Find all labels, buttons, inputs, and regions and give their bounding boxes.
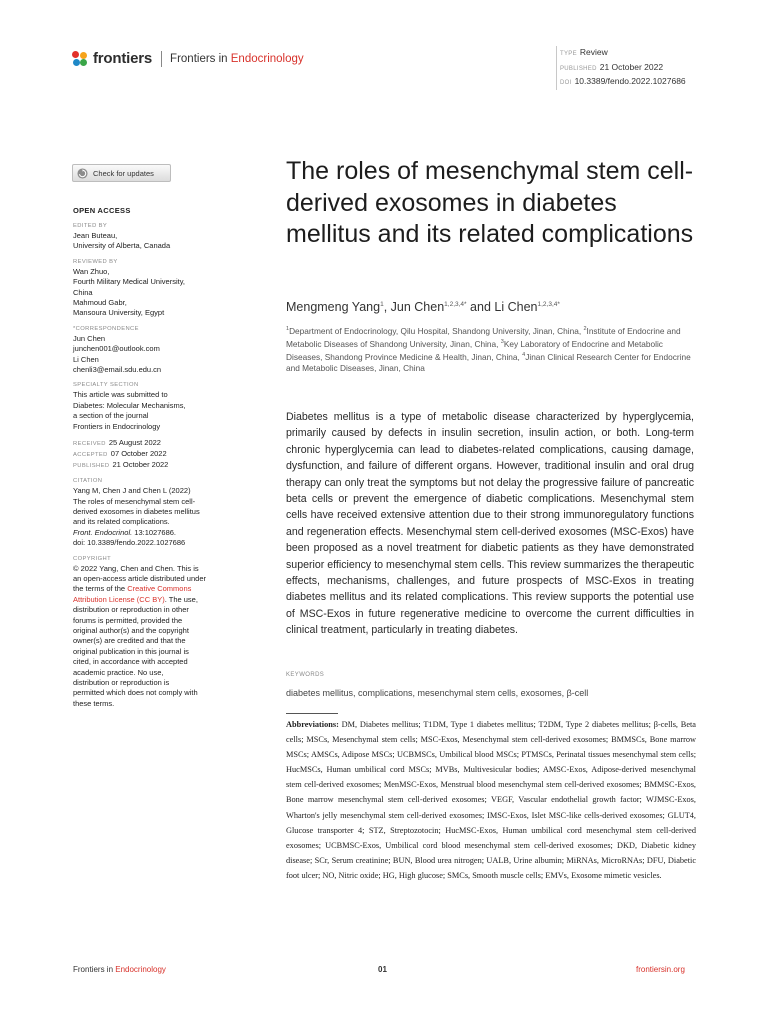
section-label: COPYRIGHT [73, 555, 112, 562]
reviewer-line: Mansoura University, Egypt [73, 308, 165, 318]
meta-type [560, 46, 686, 61]
meta-value: Review [579, 47, 608, 57]
date-label: PUBLISHED [73, 463, 110, 470]
citation-volume: 13:1027686. [132, 527, 176, 537]
date-value: 21 October 2022 [112, 460, 169, 470]
affiliation-text: Institute of Endocrine and Metabolic Diseases of Shandong University, Jinan, China, [286, 325, 681, 349]
editor-line: Jean Buteau, [73, 231, 118, 240]
author-affiliation-sup: 1,2,3,4* [444, 300, 467, 308]
copyright-line: these terms. [73, 698, 115, 708]
correspondent-name: Jun Chen [73, 333, 106, 343]
reviewer-line: China [73, 287, 93, 297]
license-link[interactable]: Attribution License (CC BY) [73, 594, 165, 604]
check-updates-icon [77, 168, 88, 179]
affiliation-number: 1 [286, 326, 290, 332]
footer-journal[interactable] [73, 965, 166, 974]
footer-journal-field: Endocrinology [115, 965, 166, 974]
copyright-text: the terms of the [73, 584, 128, 594]
correspondent-email[interactable]: chenli3@email.sdu.edu.cn [73, 365, 162, 375]
meta-value: 21 October 2022 [599, 61, 664, 72]
specialty-line: Diabetes: Molecular Mechanisms, [73, 400, 186, 410]
abstract: Diabetes mellitus is a type of metabolic disease characterized by hyperglycemia, primarily caused by defects in insulin secretion, insulin action, or both. Long-term chronic hyperglycemia can lead to diabetes-related complications, causing damage, dysfunction, and failure of different organs. However, traditional insulin and oral drug therapy can only treat the symptoms but not delay the progressive failure of pancreatic beta cells or prevent the emergence of diabetic complications. Mesenchymal stem cells have received extensive attention due to their strong immunoregulatory functions and regeneration effects. Mesenchymal stem cell-derived exosomes (MSC-Exos) have been proposed as a novel treatment for diabetic patients as they have demonstrated superior efficiency to mesenchymal stem cells. This review summarizes the therapeutic effects, mechanisms, challenges, and future prospects of MSC-Exos in treating diabetes mellitus and its related complications. This review supports the potential use of MSC-Exos in future regenerative medicine to overcome the current difficulties in clinical treatment, particularly in treating diabetes. [286, 411, 694, 637]
author-affiliation-sup: 1 [380, 300, 384, 308]
keywords-label: KEYWORDS [286, 672, 325, 678]
journal-field: Endocrinology [230, 52, 304, 65]
affiliation-number: 4 [522, 352, 526, 359]
brand-name: frontiers [93, 50, 153, 67]
date-label: ACCEPTED [73, 452, 108, 459]
copyright-line: academic practice. No use, [73, 667, 164, 677]
editor-line: University of Alberta, Canada [73, 241, 171, 251]
section-label: REVIEWED BY [73, 258, 118, 265]
date-value: 07 October 2022 [110, 449, 167, 459]
meta-value[interactable]: 10.3389/fendo.2022.1027686 [574, 76, 686, 86]
footer-journal-prefix: Frontiers in [73, 965, 116, 974]
correspondence-section [73, 325, 243, 376]
reviewer-line: Mahmoud Gabr, [73, 298, 127, 308]
citation-section [73, 477, 243, 548]
specialty-line: This article was submitted to [73, 390, 168, 400]
copyright-line: an open-access article distributed under [73, 573, 206, 583]
correspondent-name: Li Chen [73, 354, 99, 364]
affiliation-number: 2 [583, 326, 587, 332]
specialty-line: a section of the journal [73, 411, 149, 421]
copyright-text: . The use, [164, 594, 198, 604]
check-updates-label: Check for updates [93, 168, 154, 178]
citation-line: and its related complications. [73, 517, 170, 527]
citation-line: derived exosomes in diabetes mellitus [73, 506, 200, 516]
date-received [73, 438, 243, 449]
citation-journal-line [73, 528, 243, 538]
section-label: SPECIALTY SECTION [73, 382, 139, 389]
copyright-line [73, 584, 243, 594]
citation-journal: Front. Endocrinol. [73, 527, 133, 537]
footnote-divider [286, 713, 338, 714]
check-for-updates-button[interactable] [72, 164, 171, 182]
author-name[interactable]: Jun Chen [390, 300, 445, 314]
page-number: 01 [378, 965, 387, 974]
date-label: RECEIVED [73, 441, 106, 448]
reviewer-line: Fourth Military Medical University, [73, 277, 185, 287]
copyright-line: distribution or reproduction in other [73, 605, 189, 615]
copyright-line: cited, in accordance with accepted [73, 657, 188, 667]
copyright-line: permitted which does not comply with [73, 688, 198, 698]
date-published [73, 460, 243, 471]
affiliation-text: Key Laboratory of Endocrine and Metabolic Diseases, Shandong Province Medicine & Health, Jinan, China, [286, 338, 663, 362]
keywords: diabetes mellitus, complications, mesenchymal stem cells, exosomes, β-cell [286, 688, 589, 698]
copyright-line [73, 595, 243, 605]
copyright-line: © 2022 Yang, Chen and Chen. This is [73, 563, 199, 573]
article-title: The roles of mesenchymal stem cell-derived exosomes in diabetes mellitus and its related complications [286, 157, 694, 248]
author-separator: , [383, 300, 391, 314]
article-meta [556, 46, 686, 90]
copyright-line: distribution or reproduction is [73, 678, 170, 687]
meta-doi[interactable] [560, 75, 686, 90]
citation-doi[interactable]: doi: 10.3389/fendo.2022.1027686 [73, 538, 186, 548]
correspondent-email[interactable]: junchen001@outlook.com [73, 344, 160, 354]
meta-key: TYPE [560, 51, 577, 57]
abbreviations-label: Abbreviations: [286, 720, 339, 729]
specialty-line: Frontiers in Endocrinology [73, 421, 161, 431]
citation-line: Yang M, Chen J and Chen L (2022) [73, 486, 191, 496]
reviewed-by-section [73, 258, 243, 319]
author-separator: and [466, 300, 495, 314]
dates-section [73, 438, 243, 471]
author-list [286, 300, 560, 314]
date-value: 25 August 2022 [108, 438, 161, 448]
abbreviations [286, 717, 696, 883]
section-label: CITATION [73, 478, 103, 485]
footer-site-link[interactable]: frontiersin.org [636, 965, 685, 974]
reviewer-line: Wan Zhuo, [73, 266, 110, 276]
meta-key: DOI [560, 80, 572, 86]
copyright-line: forums is permitted, provided the [73, 615, 183, 625]
copyright-line: original author(s) and the copyright [73, 625, 189, 635]
affiliation-number: 3 [500, 339, 504, 346]
citation-line: The roles of mesenchymal stem cell- [73, 496, 196, 506]
specialty-section [73, 381, 243, 432]
sidebar [73, 206, 243, 715]
copyright-section [73, 555, 243, 710]
section-label: EDITED BY [73, 223, 108, 229]
author-affiliation-sup: 1,2,3,4* [537, 300, 560, 308]
copyright-line: owner(s) are credited and that the [73, 636, 186, 646]
affiliation-text: Department of Endocrinology, Qilu Hospital, Shandong University, Jinan, China, [289, 325, 584, 336]
journal-name[interactable] [170, 53, 304, 65]
affiliations [286, 324, 696, 374]
copyright-line: original publication in this journal is [73, 646, 189, 656]
meta-key: PUBLISHED [560, 65, 597, 72]
date-accepted [73, 449, 243, 460]
header-divider [161, 51, 162, 67]
edited-by-section [73, 222, 243, 252]
open-access-label: OPEN ACCESS [73, 206, 131, 215]
affiliation-text: Jinan Clinical Research Center for Endocrine and Metabolic Diseases, Jinan, China [286, 351, 691, 374]
frontiers-logo-icon [72, 51, 88, 67]
license-link[interactable]: Creative Commons [127, 584, 192, 594]
section-label: *CORRESPONDENCE [73, 325, 139, 332]
author-name[interactable]: Li Chen [494, 300, 538, 314]
author-name[interactable]: Mengmeng Yang [286, 300, 381, 314]
meta-published [560, 61, 686, 76]
abbreviations-text: DM, Diabetes mellitus; T1DM, Type 1 diabetes mellitus; T2DM, Type 2 diabetes mellitus; β-cells, Beta cells; MSCs, Mesenchymal stem cells; MSC-Exos, Mesenchymal stem cell-derived exosomes; BMMSCs, Bone marrow MSCs; AMSCs, Adipose MSCs; UCBMSCs, Umbilical blood MSCs; PTMSCs, Perinatal tissues mesenchymal stem cells; HucMSCs, Human umbilical cord MSCs; MVBs, Multivesicular bodies; AMSC-Exos, Adipose-derived mesenchymal stem cell-derived exosomes; MenMSC-Exos, Menstrual blood mesenchymal stem cell-derived exosomes; BMMSC-Exos, Bone marrow mesenchymal stem cell-derived exosomes; VEGF, Vascular endothelial growth factor; WJMSC-Exos, Wharton's jelly mesenchymal stem cell-derived exosomes; IMSC-Exos, Islet MSC-like cells-derived exosomes; GLUT4, Glucose transporter 4; STZ, Streptozotocin; HucMSC-Exos, Human umbilical cord mesenchymal stem cell-derived exosomes; UCBMSC-Exos, Umbilical cord blood mesenchymal stem cell-derived exosomes; DKD, Diabetic kidney disease; SCr, Serum creatinine; BUN, Blood urea nitrogen; UALB, Urine albumin; MiRNAs, MicroRNAs; DFU, Diabetic foot ulcer; NO, Nitric oxide; HG, High glucose; SMCs, Smooth muscle cells; EMVs, Exosome mimetic vesicles. [286, 720, 696, 880]
journal-header [72, 50, 304, 67]
journal-prefix: Frontiers in [170, 52, 231, 65]
